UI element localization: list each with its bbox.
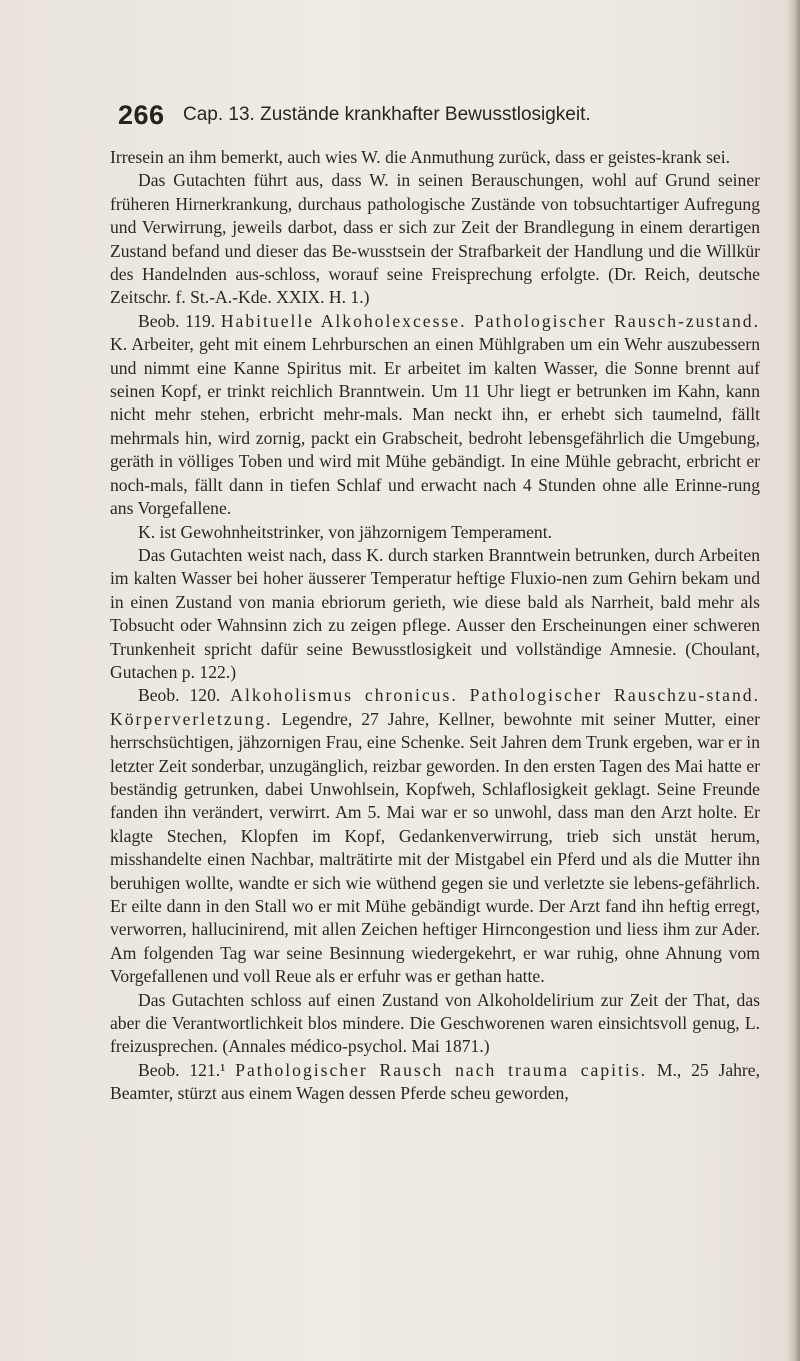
paragraph-5 xyxy=(110,544,760,684)
page-edge-shadow xyxy=(786,0,800,1361)
observation-119-number: Beob. 119. xyxy=(138,310,216,331)
paragraph-7-text: Das Gutachten schloss auf einen Zustand von Alkoholdelirium zur Zeit der That, das aber die Verantwortlichkeit blos mindere. Die Geschworenen waren einsichtsvoll genug, L. freizusprechen. (Annales médico-psychol. Mai 1871.) xyxy=(110,989,760,1057)
paragraph-4 xyxy=(110,521,760,544)
paragraph-7 xyxy=(110,989,760,1059)
observation-121-heading: Pathologischer Rausch nach trauma capitis. xyxy=(235,1059,648,1080)
paragraph-2-text: Das Gutachten führt aus, dass W. in seinen Berauschungen, wohl auf Grund seiner früheren Hirnerkrankung, durchaus pathologische Zustände von tobsuchtartiger Aufregung und Verwirrung, jeweils darbot, dass er sich zur Zeit der Brandlegung in einem derartigen Zustand befand und dieser das Be-wusstsein der Strafbarkeit der Handlung und die Willkür des Handelnden aus-schloss, worauf seine Freisprechung erfolgte. (Dr. Reich, deutsche Zeitschr. f. St.-A.-Kde. XXIX. H. 1.) xyxy=(110,170,760,308)
observation-119-text: K. Arbeiter, geht mit einem Lehrburschen an einen Mühlgraben um ein Wehr auszubessern und nimmt eine Kanne Spiritus mit. Er arbeitet im kalten Wasser, die Sonne brennt auf seinen Kopf, er trinkt reichlich Branntwein. Um 11 Uhr liegt er betrunken im Kahn, kann nicht mehr stehen, erbricht mehr-mals. Man neckt ihn, er erhebt sich taumelnd, fällt mehrmals hin, wird zornig, packt ein Grabscheit, bedroht lebensgefährlich die Umgebung, geräth in völliges Toben und wird mit Mühe gebändigt. In eine Mühle gebracht, erbricht er noch-mals, fällt dann in tiefen Schlaf und erwacht nach 4 Stunden ohne alle Erinne-rung ans Vorgefallene. xyxy=(110,334,760,519)
observation-119 xyxy=(110,310,760,521)
page-header xyxy=(118,100,758,136)
observation-121-text: M., 25 Jahre, Beamter, stürzt aus einem Wagen dessen Pferde scheu geworden, xyxy=(110,1059,760,1104)
observation-119-heading: Habituelle Alkoholexcesse. Pathologischer Rausch-zustand. xyxy=(220,310,760,331)
page-number: 266 xyxy=(118,100,165,130)
paragraph-5-text: Das Gutachten weist nach, dass K. durch starken Branntwein betrunken, durch Arbeiten im kalten Wasser bei hoher äusserer Temperatur heftige Fluxio-nen zum Gehirn bekam und in einen Zustand von mania ebriorum gerieth, wie diese bald als Narrheit, bald mehr als Tobsucht oder Wahnsinn zich zu zeigen pflege. Ausser den Erscheinungen einer schweren Trunkenheit spricht dafür seine Bewusstlosigkeit und vollständige Amnesie. (Choulant, Gutachen p. 122.) xyxy=(110,544,760,682)
observation-120-number: Beob. 120. xyxy=(138,685,221,706)
observation-120-text: Legendre, 27 Jahre, Kellner, bewohnte mit seiner Mutter, einer herrschsüchtigen, jähzornigen Frau, eine Schenke. Seit Jahren dem Trunk ergeben, war er in letzter Zeit sonderbar, unzugänglich, reizbar geworden. In den ersten Tagen des Mai hatte er beständig getrunken, dabei Unwohlsein, Kopfweh, Schlaflosigkeit geklagt. Seine Freunde fanden ihn verändert, verwirrt. Am 5. Mai war er so unwohl, dass man den Arzt holte. Er klagte Stechen, Klopfen im Kopf, Gedankenverwirrung, trieb sich unstät herum, misshandelte einen Nachbar, malträtirte mit der Mistgabel ein Pferd und als die Mutter ihn beruhigen wollte, wandte er sich wie wüthend gegen sie und verletzte sie lebens-gefährlich. Er eilte dann in den Stall wo er mit Mühe gebändigt wurde. Der Arzt fand ihn heftig erregt, verworren, hallucinirend, mit allen Zeichen heftiger Hirncongestion und liess ihm zur Ader. Am folgenden Tag war seine Besinnung wiedergekehrt, er war ruhig, ohne Ahnung vom Vorgefallenen und voll Reue als er erfuhr was er gethan hatte. xyxy=(110,708,760,987)
body-text xyxy=(110,146,760,1106)
paragraph-2 xyxy=(110,169,760,309)
paragraph-4-text: K. ist Gewohnheitstrinker, von jähzornigem Temperament. xyxy=(138,521,553,542)
paragraph-1-text: Irresein an ihm bemerkt, auch wies W. die Anmuthung zurück, dass er geistes-krank sei. xyxy=(110,147,731,167)
observation-121 xyxy=(110,1059,760,1106)
observation-120 xyxy=(110,684,760,988)
observation-121-number: Beob. 121.¹ xyxy=(138,1059,226,1080)
observation-120-heading: Alkoholismus chronicus. Pathologischer Rauschzu-stand. Körperverletzung. xyxy=(110,685,760,729)
running-title: Cap. 13. Zustände krankhafter Bewusstlosigkeit. xyxy=(183,104,591,125)
paragraph-1 xyxy=(110,146,760,169)
